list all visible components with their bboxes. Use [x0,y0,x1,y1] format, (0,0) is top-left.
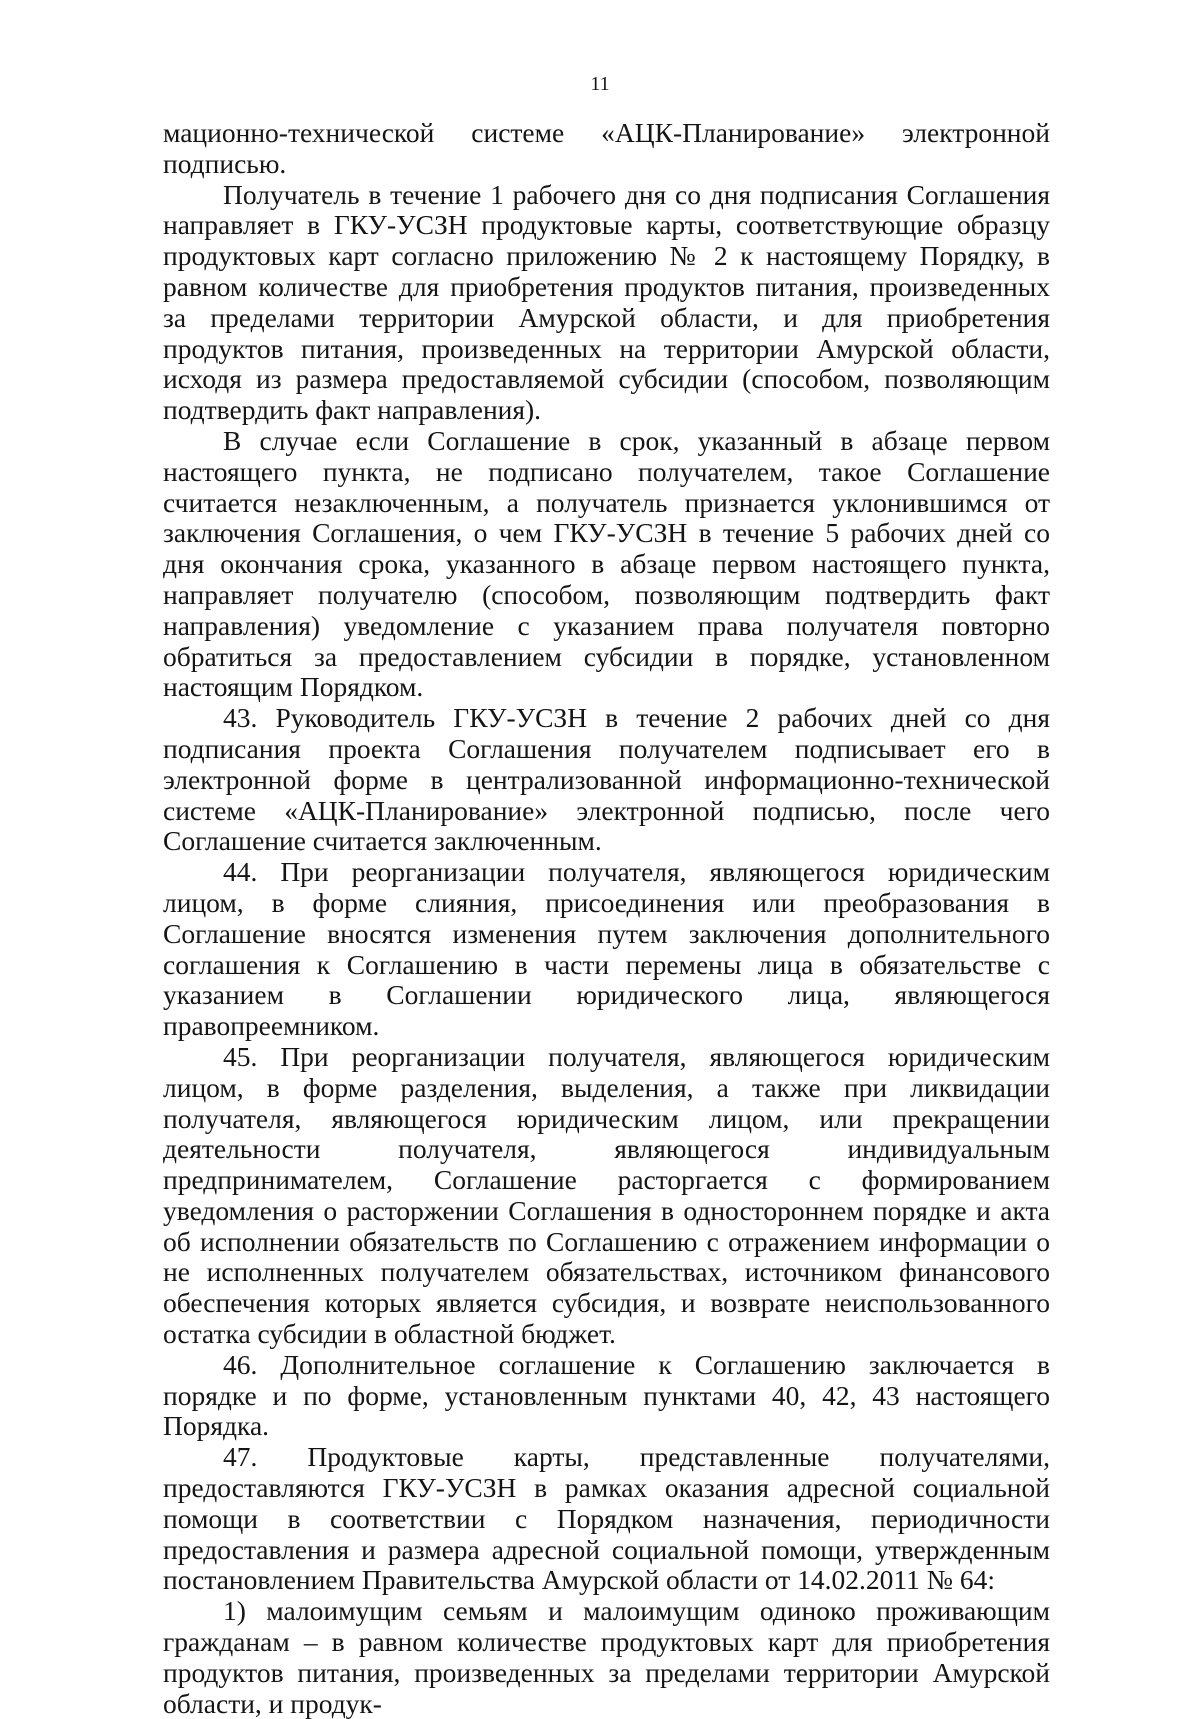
paragraph-item-44: 44. При реорганизации получателя, являющегося юридическим лицом, в форме слияния, присоединения или преобразования в Соглашение вносятся изменения путем заключения дополнительного соглашения к Соглашению в части перемены лица в обязательстве с указанием в Соглашении юридического лица, являющегося правопреемником. [163,856,1050,1042]
paragraph-recipient-cards: Получатель в течение 1 рабочего дня со дня подписания Соглашения направляет в ГКУ-УСЗН продуктовые карты, соответствующие образцу продуктовых карт согласно приложению № 2 к настоящему Порядку, в равном количестве для приобретения продуктов питания, произведенных за пределами территории Амурской области, и для приобретения продуктов питания, произведенных на территории Амурской области, исходя из размера предоставляемой субсидии (способом, позволяющим подтвердить факт направления). [163,178,1050,426]
paragraph-item-46: 46. Дополнительное соглашение к Соглашению заключается в порядке и по форме, установленным пунктами 40, 42, 43 настоящего Порядка. [163,1348,1050,1442]
document-body [163,118,1050,1719]
paragraph-item-45: 45. При реорганизации получателя, являющегося юридическим лицом, в форме разделения, выделения, а также при ликвидации получателя, являющегося юридическим лицом, или прекращении деятельности получателя, являющегося индивидуальным предпринимателем, Соглашение расторгается с формированием уведомления о расторжении Соглашения в одностороннем порядке и акта об исполнении обязательств по Соглашению с отражением информации о не исполненных получателем обязательствах, источником финансового обеспечения которых является субсидия, и возврате неиспользованного остатка субсидии в областной бюджет. [163,1040,1050,1350]
paragraph-item-43: 43. Руководитель ГКУ-УСЗН в течение 2 рабочих дней со дня подписания проекта Соглашения получателем подписывает его в электронной форме в централизованной информационно-технической системе «АЦК-Планирование» электронной подписью, после чего Соглашение считается заключенным. [163,702,1050,857]
paragraph-item-47-subitem-1: 1) малоимущим семьям и малоимущим одиноко проживающим гражданам – в равном количестве продуктовых карт для приобретения продуктов питания, произведенных за пределами территории Амурской области, и продук- [163,1595,1050,1719]
paragraph-continuation: мационно-технической системе «АЦК-Планирование» электронной подписью. [163,117,1050,179]
paragraph-item-47: 47. Продуктовые карты, представленные получателями, предоставляются ГКУ-УСЗН в рамках оказания адресной социальной помощи в соответствии с Порядком назначения, периодичности предоставления и размера адресной социальной помощи, утвержденным постановлением Правительства Амурской области от 14.02.2011 № 64: [163,1441,1050,1596]
page-number: 11 [590,73,610,95]
paragraph-unsigned-agreement: В случае если Соглашение в срок, указанный в абзаце первом настоящего пункта, не подписано получателем, такое Соглашение считается незаключенным, а получатель признается уклонившимся от заключения Соглашения, о чем ГКУ-УСЗН в течение 5 рабочих дней со дня окончания срока, указанного в абзаце первом настоящего пункта, направляет получателю (способом, позволяющим подтвердить факт направления) уведомление с указанием права получателя повторно обратиться за предоставлением субсидии в порядке, установленном настоящим Порядком. [163,424,1050,703]
